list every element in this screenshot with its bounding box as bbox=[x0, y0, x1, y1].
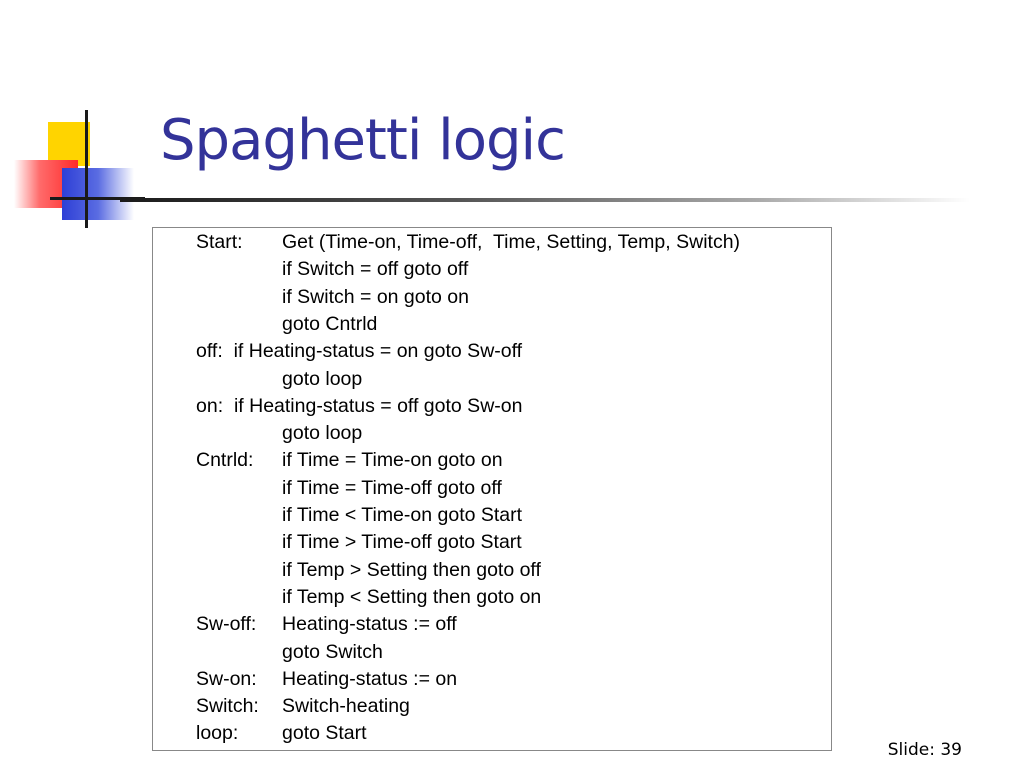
code-label: Switch: bbox=[196, 695, 259, 718]
code-statement: if Time = Time-off goto off bbox=[282, 476, 502, 499]
code-statement: goto loop bbox=[282, 367, 363, 390]
code-statement: on: if Heating-status = off goto Sw-on bbox=[196, 394, 523, 417]
code-label: Start: bbox=[196, 231, 243, 253]
code-statement: if Time = Time-on goto on bbox=[282, 449, 503, 472]
code-label: Cntrld: bbox=[196, 449, 254, 472]
code-label: loop: bbox=[196, 722, 239, 745]
code-statement: Switch-heating bbox=[282, 695, 410, 718]
code-statement: off: if Heating-status = on goto Sw-off bbox=[196, 340, 523, 363]
code-statement: goto loop bbox=[282, 422, 363, 445]
code-label: Sw-on: bbox=[196, 667, 257, 690]
code-statement: goto Switch bbox=[282, 640, 383, 663]
code-statement: goto Start bbox=[282, 722, 367, 745]
code-statement: if Temp > Setting then goto off bbox=[282, 558, 541, 581]
slide-number: Slide: 39 bbox=[887, 740, 962, 760]
code-statement: if Temp < Setting then goto on bbox=[282, 585, 542, 608]
code-statement: Get (Time-on, Time-off, Time, Setting, Temp, Switch) bbox=[282, 231, 741, 253]
code-label: Sw-off: bbox=[196, 613, 257, 636]
code-statement: goto Cntrld bbox=[282, 312, 378, 335]
vertical-line-shape bbox=[85, 110, 88, 228]
slide-title: Spaghetti logic bbox=[160, 108, 565, 173]
code-statement: if Switch = off goto off bbox=[282, 258, 469, 281]
code-statement: Heating-status := on bbox=[282, 667, 458, 690]
code-statement: if Time < Time-on goto Start bbox=[282, 504, 523, 526]
blue-square-shape bbox=[62, 168, 134, 220]
title-underline bbox=[120, 198, 970, 202]
code-statement: if Switch = on goto on bbox=[282, 285, 469, 308]
slide-logo-decoration bbox=[0, 0, 160, 240]
code-statement: if Time > Time-off goto Start bbox=[282, 531, 522, 554]
code-statement: Heating-status := off bbox=[282, 613, 457, 636]
